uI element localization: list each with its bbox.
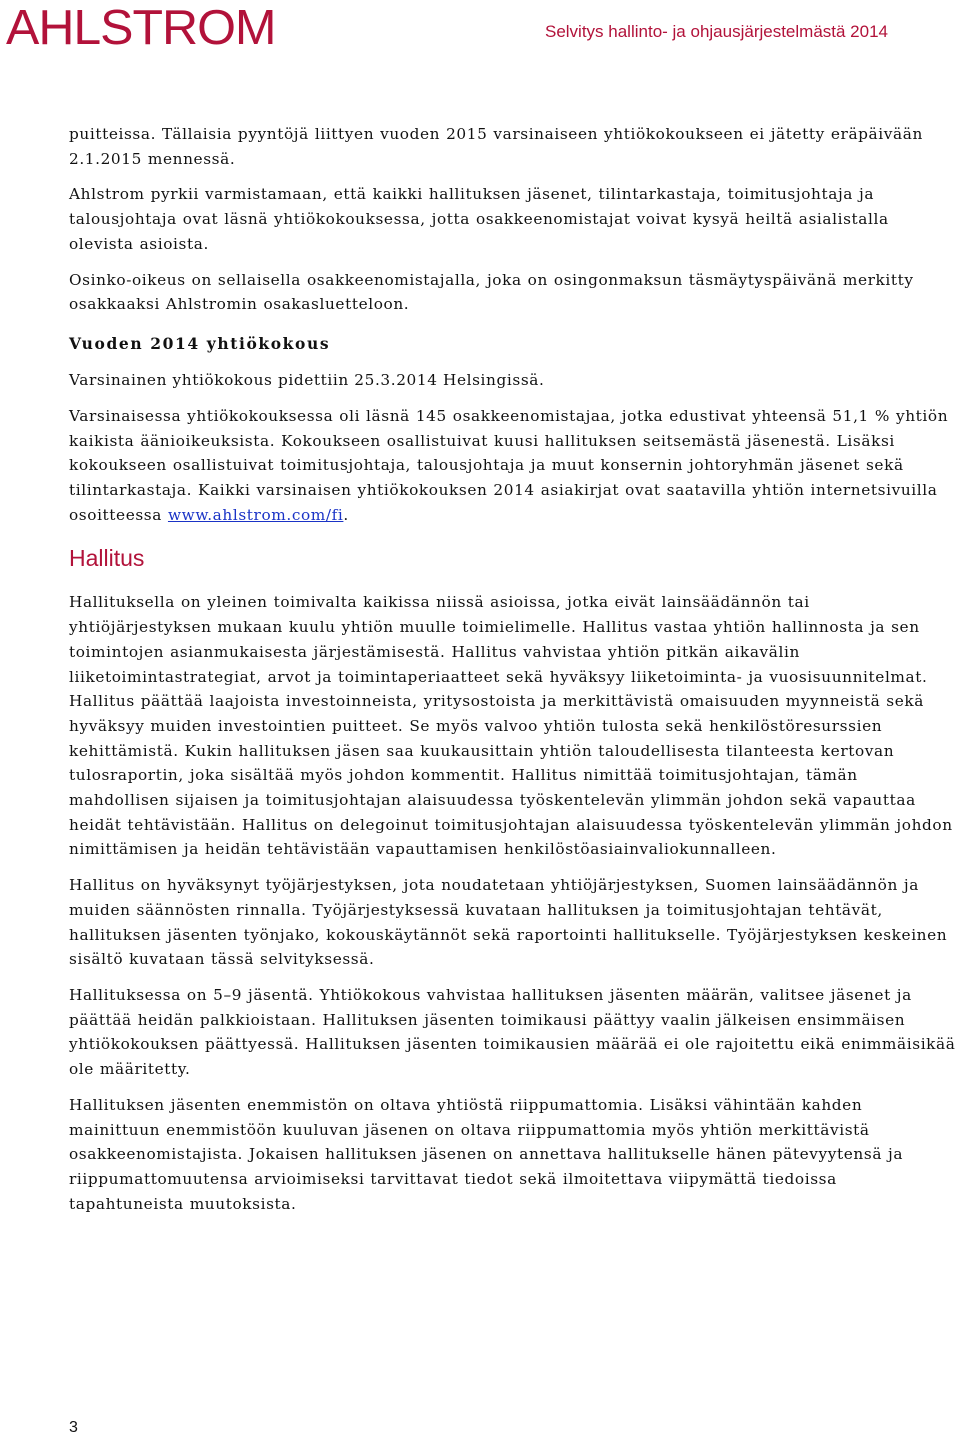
agm-details-text: Varsinaisessa yhtiökokouksessa oli läsnä 145 osakkeenomistajaa, jotka edustivat yhteensä 51,1 % yhtiön kaikista äänioikeuksista. Kokoukseen osallistuivat kuusi hallituksen seitsemästä jäsenestä. Lisäksi kokoukseen osallistuivat toimitusjohtaja, talousjohtaja ja muut konsernin johtoryhmän jäsenet sekä tilintarkastaja. Kaikki varsinaisen yhtiökokouksen 2014 asiakirjat ovat saatavilla yhtiön internetsivuilla osoitteessa: [69, 406, 949, 524]
agm-details-end: .: [343, 505, 349, 524]
paragraph-agm-date: Varsinainen yhtiökokous pidettiin 25.3.2014 Helsingissä.: [69, 370, 545, 389]
paragraph-board-charter: Hallitus on hyväksynyt työjärjestyksen, jota noudatetaan yhtiöjärjestyksen, Suomen lainsäädännön ja muiden säännösten rinnalla. Työjärjestyksessä kuvataan hallituksen ja toimitusjohtajan tehtävät, hallituksen jäsenten työnjako, kokouskäytännöt sekä raportointi hallitukselle. Työjärjestyksen keskeinen sisältö kuvataan tässä selvityksessä.: [69, 876, 948, 969]
paragraph-agm-details: [69, 404, 957, 528]
paragraph-proposals: puitteissa. Tällaisia pyyntöjä liittyen vuoden 2015 varsinaiseen yhtiökokoukseen ei jätetty eräpäivään 2.1.2015 mennessä.: [69, 125, 923, 168]
paragraph-board-independence: Hallituksen jäsenten enemmistön on oltava yhtiöstä riippumattomia. Lisäksi vähintään kahden mainittuun enemmistöön kuuluvan jäsenen on oltava riippumattomia myös yhtiön merkittävistä osakkeenomistajista. Jokaisen hallituksen jäsenen on annettava hallitukselle hänen pätevyytensä ja riippumattomuutensa arvioimiseksi tarvittavat tiedot sekä ilmoitettava viipymättä tiedoissa tapahtuneista muutoksista.: [69, 1095, 904, 1213]
agm-2014-heading: Vuoden 2014 yhtiökokous: [69, 333, 331, 353]
paragraph-dividend-right: Osinko-oikeus on sellaisella osakkeenomistajalla, joka on osingonmaksun täsmäytyspäivänä merkitty osakkaaksi Ahlstromin osakasluetteloon.: [69, 270, 914, 314]
document-title: Selvitys hallinto- ja ohjausjärjestelmästä 2014: [544, 22, 888, 41]
paragraph-attendance: Ahlstrom pyrkii varmistamaan, että kaikki hallituksen jäsenet, tilintarkastaja, toimitusjohtaja ja talousjohtaja ovat läsnä yhtiökokouksessa, jotta osakkeenomistajat voivat kysyä heiltä asialistalla olevista asioista.: [69, 185, 889, 253]
page-header: [0, 0, 960, 62]
board-section-heading: Hallitus: [69, 545, 145, 572]
ahlstrom-website-link[interactable]: www.ahlstrom.com/fi: [167, 505, 344, 524]
ahlstrom-logo: AHLSTROM: [6, 1, 276, 55]
page-number: 3: [69, 1419, 78, 1436]
paragraph-board-authority: Hallituksella on yleinen toimivalta kaikissa niissä asioissa, jotka eivät lainsäädännön tai yhtiöjärjestyksen mukaan kuulu yhtiön muulle toimielimelle. Hallitus vastaa yhtiön hallinnosta ja sen toimintojen asianmukaisesta järjestämisestä. Hallitus vahvistaa yhtiön pitkän aikavälin liiketoimintastrategiat, arvot ja toimintaperiaatteet sekä hyväksyy liiketoiminta- ja vuosisuunnitelmat. Hallitus päättää laajoista investoinneista, yritysostoista ja merkittävistä omaisuuden myynneistä sekä hyväksyy muiden investointien puitteet. Se myös valvoo yhtiön tulosta sekä henkilöstöresurssien kehittämistä. Kukin hallituksen jäsen saa kuukausittain yhtiön taloudellisesta tilanteesta kertovan tulosraportin, joka sisältää myös johdon kommentit. Hallitus nimittää toimitusjohtajan, tämän mahdollisen sijaisen ja toimitusjohtajan alaisuudessa työskentelevän ylimmän johdon sekä vapauttaa heidät tehtävistään. Hallitus on delegoinut toimitusjohtajan alaisuudessa työskentelevän ylimmän johdon nimittämisen ja heidän tehtävistään vapauttamisen henkilöstöasiainvaliokunnalleen.: [69, 593, 953, 859]
document-body: [69, 122, 957, 1227]
paragraph-board-composition: Hallituksessa on 5–9 jäsentä. Yhtiökokous vahvistaa hallituksen jäsenten määrän, valitsee jäsenet ja päättää heidän palkkioistaan. Hallituksen jäsenten toimikausi päättyy vaalin jälkeisen ensimmäisen yhtiökokouksen päättyessä. Hallituksen jäsenten toimikausien määrää ei ole rajoitettu eikä enimmäisikää ole määritetty.: [69, 985, 956, 1079]
